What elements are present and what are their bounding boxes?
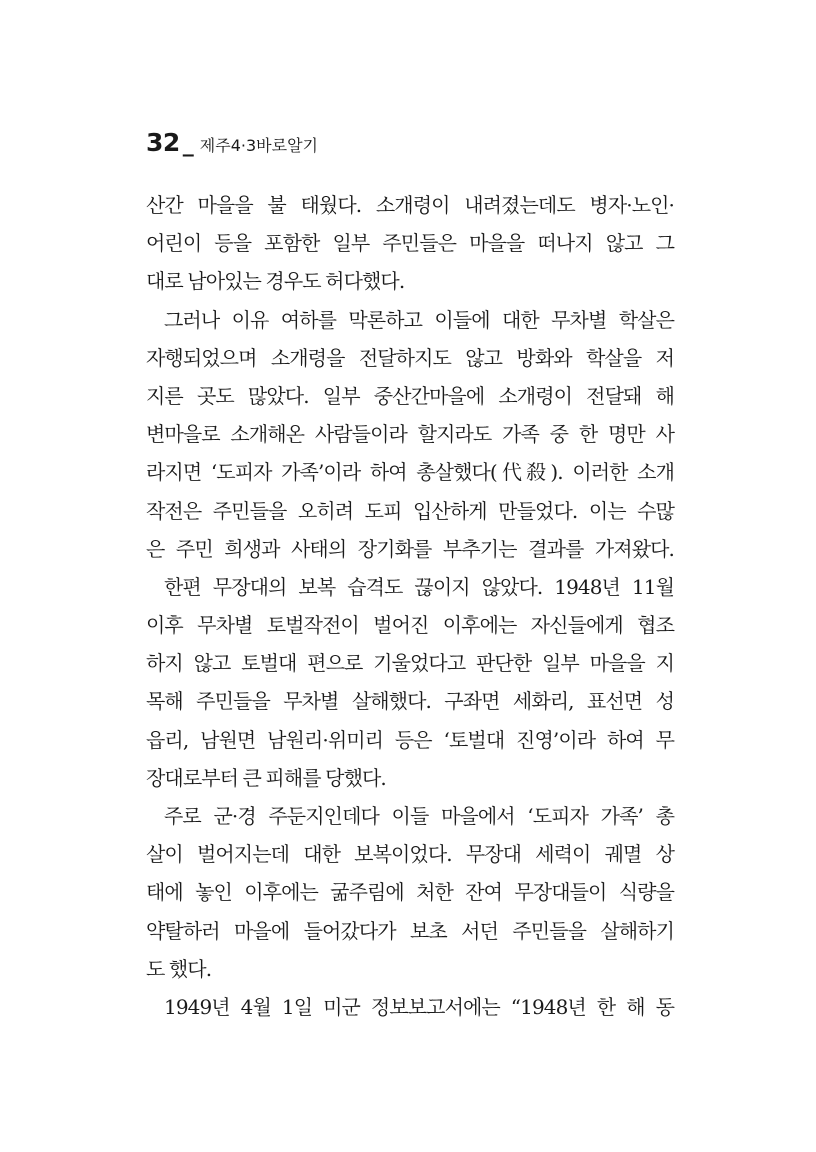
text-line: 이후 무차별 토벌작전이 벌어진 이후에는 자신들에게 협조 xyxy=(146,613,674,638)
text-line: 대로 남아있는 경우도 허다했다. xyxy=(146,269,405,294)
text-line: 태에 놓인 이후에는 굶주림에 처한 잔여 무장대들이 식량을 xyxy=(146,880,674,905)
paragraph-start-line: 그러나 이유 여하를 막론하고 이들에 대한 무차별 학살은 xyxy=(164,307,674,332)
text-line: 지른 곳도 많았다. 일부 중산간마을에 소개령이 전달돼 해 xyxy=(146,383,674,408)
book-title: 제주4·3바로알기 xyxy=(199,136,318,155)
text-line: 하지 않고 토벌대 편으로 기울었다고 판단한 일부 마을을 지 xyxy=(146,651,674,676)
running-header xyxy=(146,128,318,157)
text-line: 목해 주민들을 무차별 살해했다. 구좌면 세화리, 표선면 성 xyxy=(146,689,674,714)
text-line: 도 했다. xyxy=(146,956,212,981)
paragraph-start-line: 1949년 4월 1일 미군 정보보고서에는 “1948년 한 해 동 xyxy=(164,994,674,1019)
page-number: 32 xyxy=(146,128,180,157)
paragraph-start-line: 한편 무장대의 보복 습격도 끊이지 않았다. 1948년 11월 xyxy=(164,574,674,599)
text-line: 변마을로 소개해온 사람들이라 할지라도 가족 중 한 명만 사 xyxy=(146,422,674,447)
text-line: 읍리, 남원면 남원리·위미리 등은 ‘토벌대 진영’이라 하여 무 xyxy=(146,727,674,752)
paragraph-start-line: 주로 군·경 주둔지인데다 이들 마을에서 ‘도피자 가족’ 총 xyxy=(164,804,674,828)
text-line: 산간 마을을 불 태웠다. 소개령이 내려졌는데도 병자·노인· xyxy=(146,193,674,217)
header-separator: _ xyxy=(182,132,194,157)
text-line: 장대로부터 큰 피해를 당했다. xyxy=(146,765,386,790)
text-line: 라지면 ‘도피자 가족’이라 하여 총살했다(代殺). 이러한 소개 xyxy=(146,460,674,485)
text-line: 약탈하러 마을에 들어갔다가 보초 서던 주민들을 살해하기 xyxy=(146,918,674,943)
text-line: 자행되었으며 소개령을 전달하지도 않고 방화와 학살을 저 xyxy=(146,345,674,370)
text-line: 살이 벌어지는데 대한 보복이었다. 무장대 세력이 궤멸 상 xyxy=(146,842,674,867)
body-text xyxy=(146,186,674,1026)
text-line: 은 주민 희생과 사태의 장기화를 부추기는 결과를 가져왔다. xyxy=(146,536,674,561)
text-line: 작전은 주민들을 오히려 도피 입산하게 만들었다. 이는 수많 xyxy=(146,498,674,523)
text-line: 어린이 등을 포함한 일부 주민들은 마을을 떠나지 않고 그 xyxy=(146,231,674,256)
